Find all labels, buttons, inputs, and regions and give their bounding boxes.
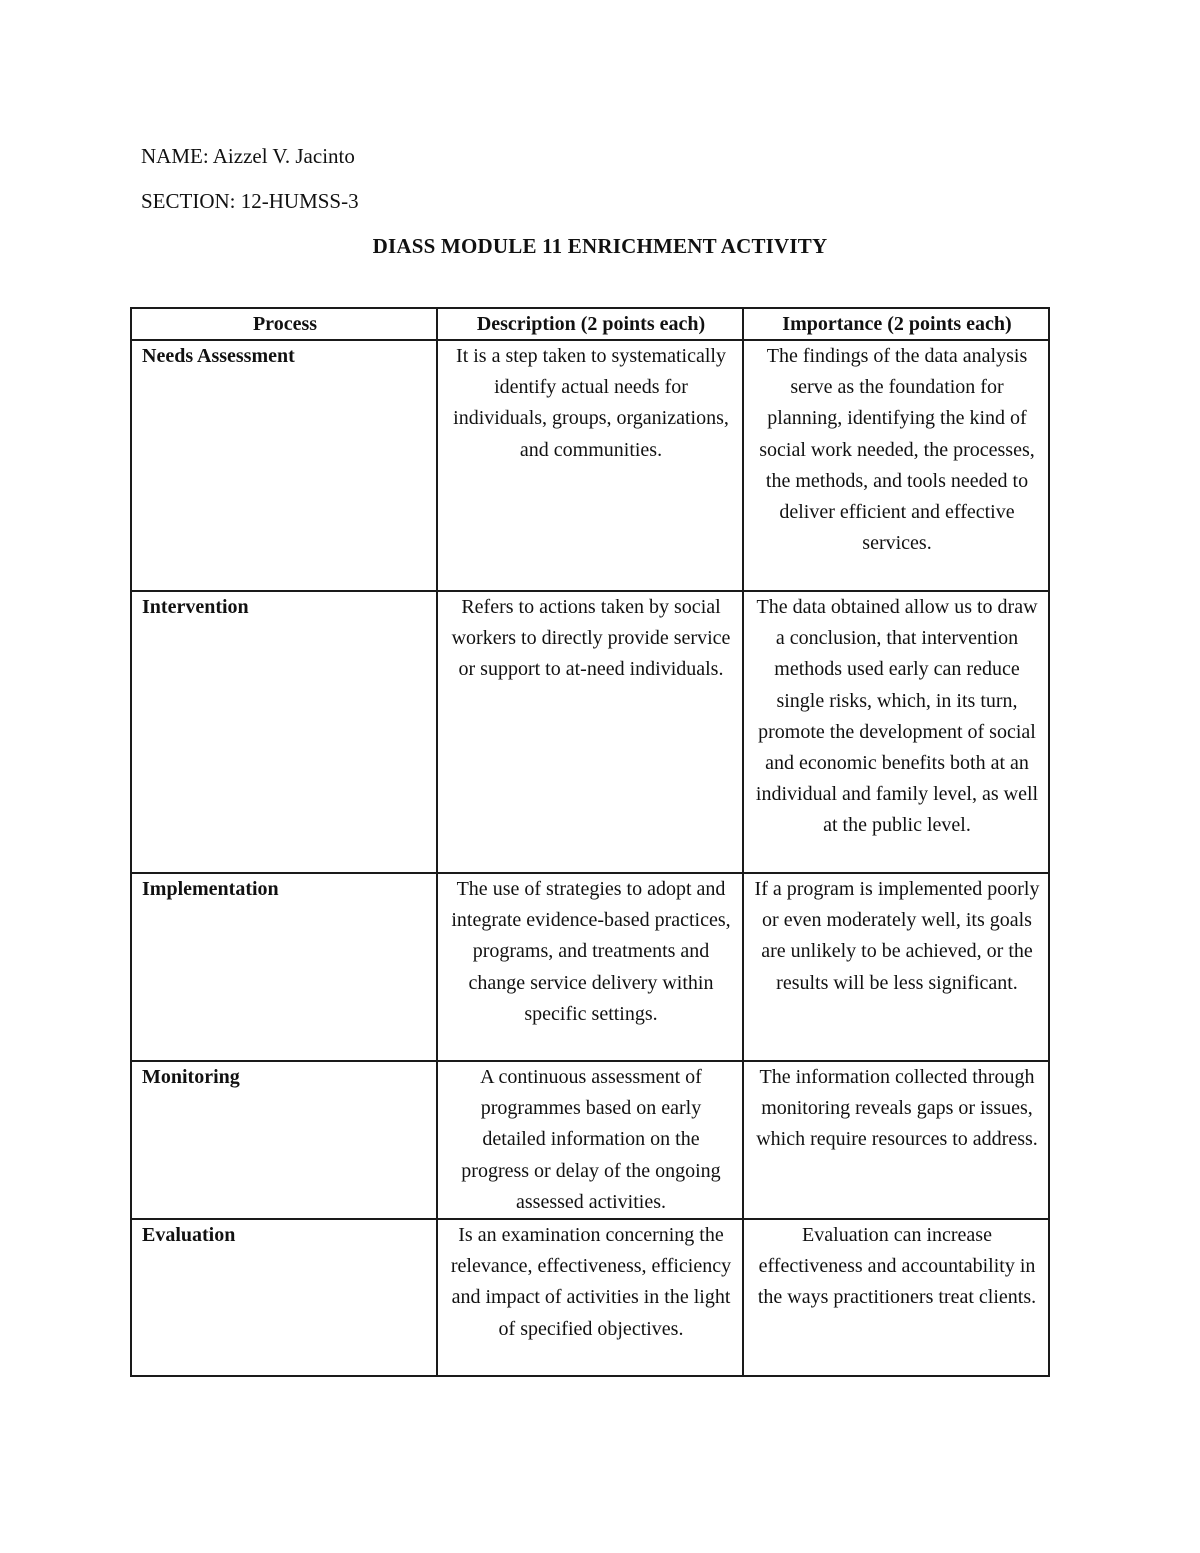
importance-cell: The information collected through monitoring reveals gaps or issues, which require resources to address. [743, 1061, 1049, 1219]
process-cell: Evaluation [131, 1219, 437, 1376]
importance-cell: If a program is implemented poorly or even moderately well, its goals are unlikely to be achieved, or the results will be less significant. [743, 873, 1049, 1061]
description-cell: The use of strategies to adopt and integrate evidence-based practices, programs, and treatments and change service delivery within specific settings. [437, 873, 743, 1061]
document-title: DIASS MODULE 11 ENRICHMENT ACTIVITY [372, 234, 828, 258]
description-cell: Is an examination concerning the relevance, effectiveness, efficiency and impact of activities in the light of specified objectives. [437, 1219, 743, 1376]
description-cell: A continuous assessment of programmes based on early detailed information on the progress or delay of the ongoing assessed activities. [437, 1061, 743, 1219]
description-cell: Refers to actions taken by social workers to directly provide service or support to at-need individuals. [437, 591, 743, 873]
student-section: SECTION: 12-HUMSS-3 [141, 189, 359, 213]
description-cell: It is a step taken to systematically identify actual needs for individuals, groups, organizations, and communities. [437, 340, 743, 591]
process-cell: Intervention [131, 591, 437, 873]
table-row [131, 1061, 1049, 1219]
importance-cell: Evaluation can increase effectiveness and accountability in the ways practitioners treat clients. [743, 1219, 1049, 1376]
column-header-process: Process [131, 308, 437, 340]
process-cell: Implementation [131, 873, 437, 1061]
importance-cell: The findings of the data analysis serve as the foundation for planning, identifying the kind of social work needed, the processes, the methods, and tools needed to deliver efficient and effective services. [743, 340, 1049, 591]
column-header-importance: Importance (2 points each) [743, 308, 1049, 340]
activity-table [130, 307, 1050, 1377]
importance-cell: The data obtained allow us to draw a conclusion, that intervention methods used early can reduce single risks, which, in its turn, promote the development of social and economic benefits both at an individual and family level, as well at the public level. [743, 591, 1049, 873]
column-header-description: Description (2 points each) [437, 308, 743, 340]
student-name: NAME: Aizzel V. Jacinto [141, 144, 355, 168]
process-cell: Monitoring [131, 1061, 437, 1219]
table-row [131, 591, 1049, 873]
table-row [131, 1219, 1049, 1376]
process-cell: Needs Assessment [131, 340, 437, 591]
table-header-row [131, 308, 1049, 340]
table-row [131, 873, 1049, 1061]
table-row [131, 340, 1049, 591]
